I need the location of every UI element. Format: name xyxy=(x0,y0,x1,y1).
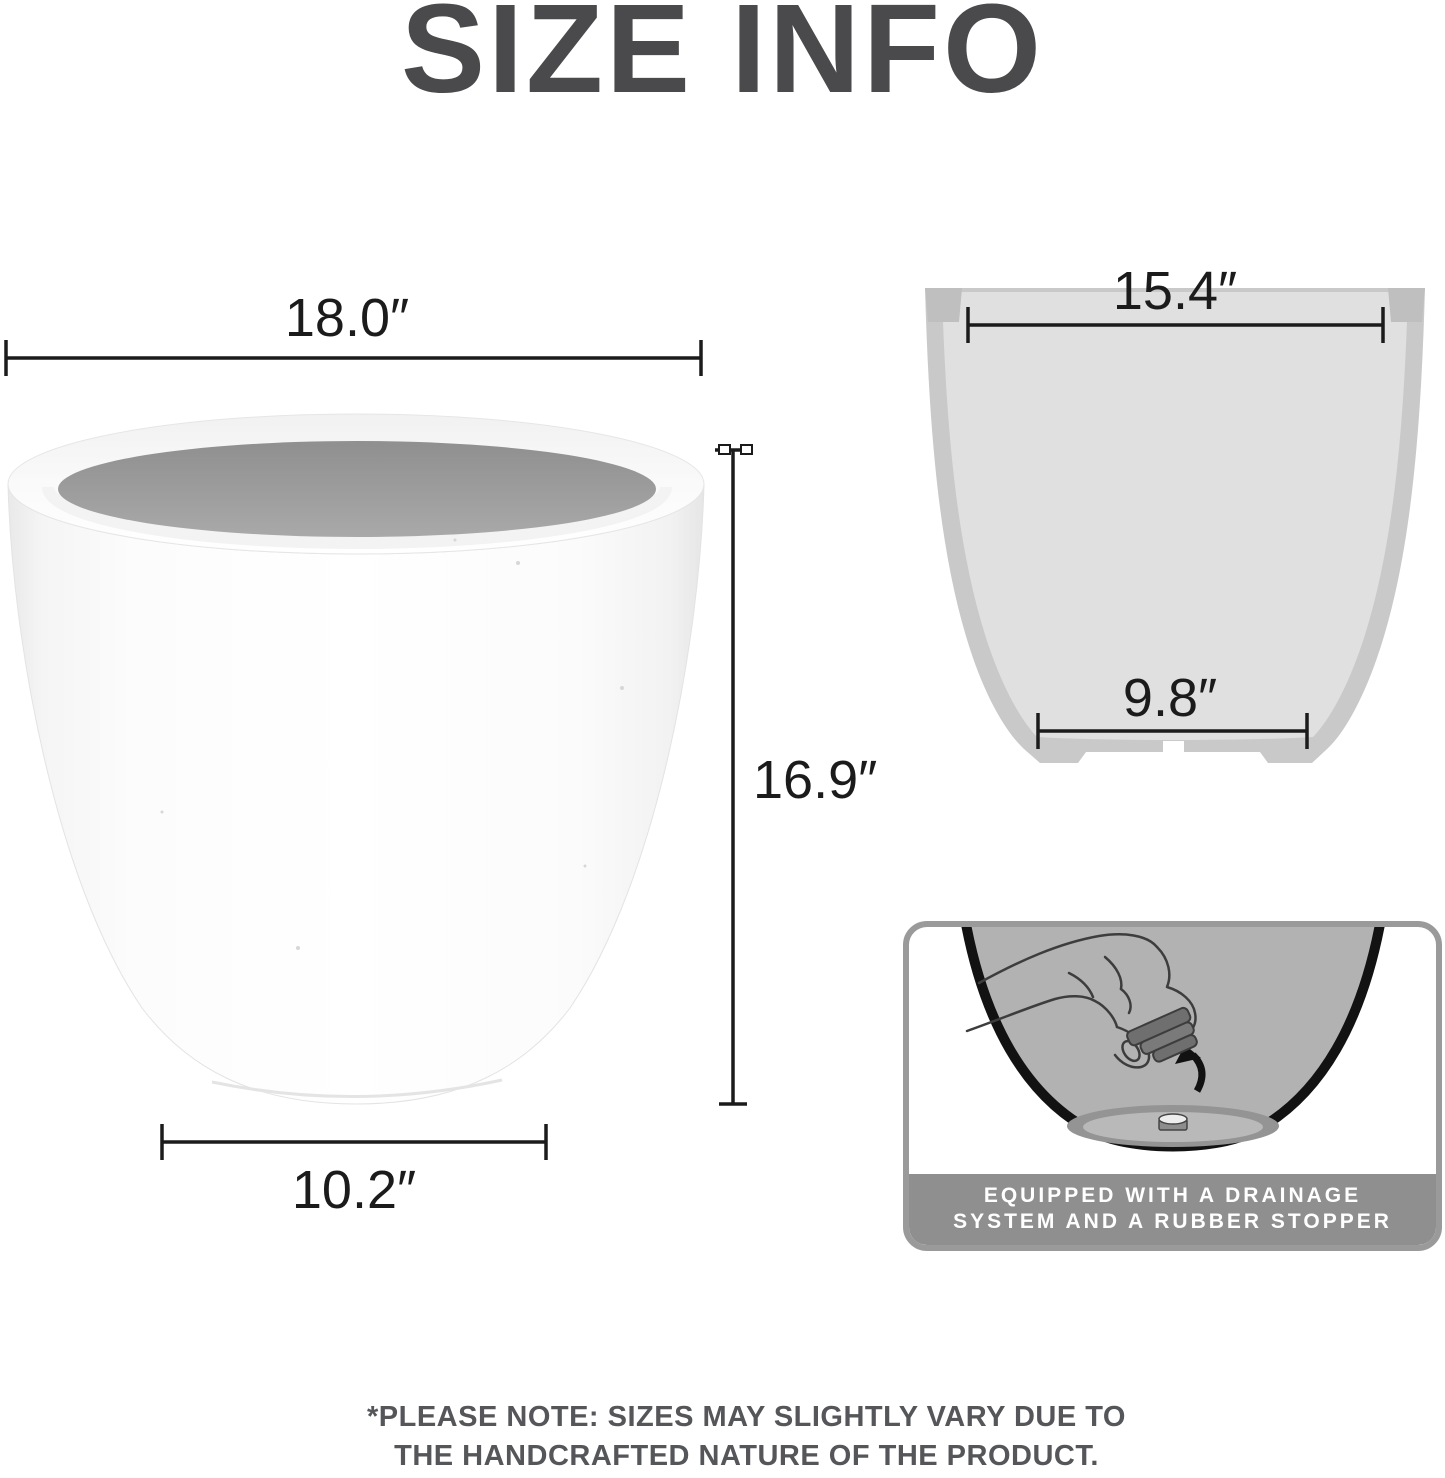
section-rim-corner-right xyxy=(1388,288,1425,322)
label-inner-top-width: 15.4″ xyxy=(1112,261,1238,321)
label-inner-bottom-width: 9.8″ xyxy=(1122,668,1218,728)
dimension-line-height xyxy=(715,450,752,1104)
planter-front-view xyxy=(8,414,704,1104)
label-bottom-width: 10.2″ xyxy=(291,1160,417,1220)
planter-body xyxy=(8,484,704,1104)
dimension-line-bottom-width xyxy=(162,1124,546,1160)
planter-opening xyxy=(58,441,656,537)
drainage-callout-line1: EQUIPPED WITH A DRAINAGE xyxy=(983,1184,1362,1207)
label-top-width: 18.0″ xyxy=(284,288,410,348)
label-height: 16.9″ xyxy=(753,750,878,810)
page-title: SIZE INFO xyxy=(400,0,1045,119)
footnote-line2: THE HANDCRAFTED NATURE OF THE PRODUCT. xyxy=(394,1440,1099,1472)
drainage-callout-box xyxy=(903,921,1442,1251)
drainage-hole-icon xyxy=(1159,1114,1187,1130)
drainage-callout-line2: SYSTEM AND A RUBBER STOPPER xyxy=(953,1210,1392,1233)
footnote-line1: *PLEASE NOTE: SIZES MAY SLIGHTLY VARY DUE TO xyxy=(367,1401,1126,1433)
section-rim-corner-left xyxy=(925,288,962,322)
footnote xyxy=(48,1398,1445,1476)
drainage-callout-banner xyxy=(909,1174,1436,1245)
